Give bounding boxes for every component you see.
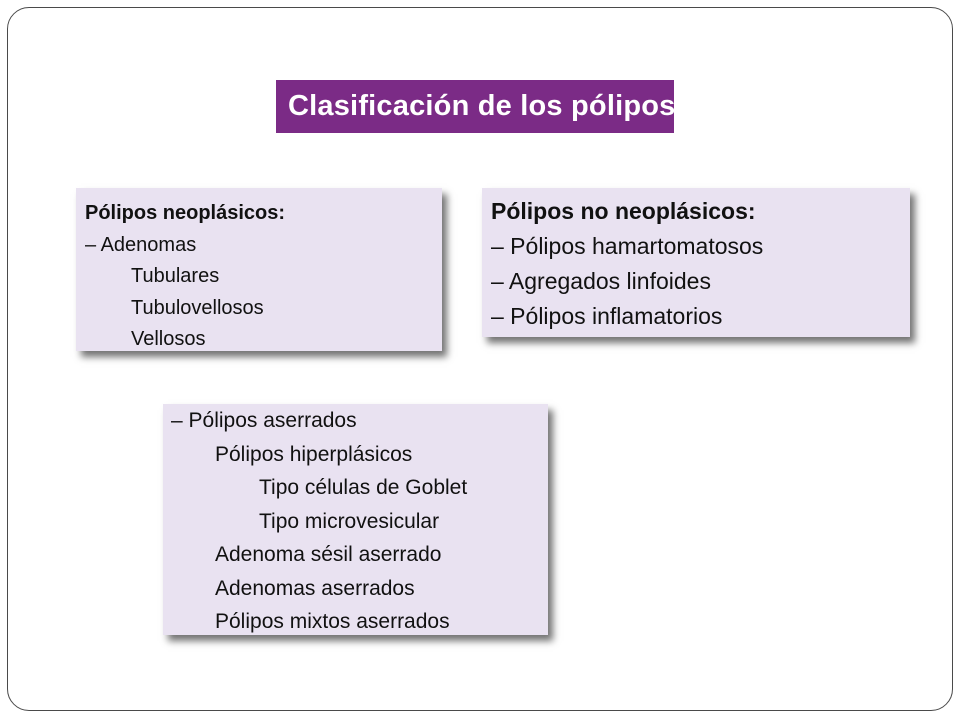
panel-neoplasicos-heading: Pólipos neoplásicos: bbox=[85, 202, 286, 224]
panel-no-neoplasicos bbox=[482, 188, 910, 337]
list-item-tipo-goblet: Tipo células de Goblet bbox=[259, 476, 468, 499]
list-item-vellosos: Vellosos bbox=[131, 328, 206, 350]
list-item-tubulovellosos: Tubulovellosos bbox=[131, 296, 264, 319]
list-item-hiperplasicos: Pólipos hiperplásicos bbox=[215, 442, 413, 466]
list-item-adenoma-sesil: Adenoma sésil aserrado bbox=[215, 543, 442, 566]
slide-title: Clasificación de los pólipos bbox=[276, 80, 674, 133]
list-item-adenomas-aserrados: Adenomas aserrados bbox=[215, 576, 415, 600]
list-item-polipos-aserrados: – Pólipos aserrados bbox=[171, 409, 357, 432]
list-item-inflamatorios: – Pólipos inflamatorios bbox=[491, 303, 723, 329]
list-item-tipo-microvesicular: Tipo microvesicular bbox=[259, 509, 440, 533]
panel-no-neoplasicos-heading: Pólipos no neoplásicos: bbox=[491, 198, 756, 224]
list-item-agregados-linfoides: – Agregados linfoides bbox=[491, 268, 711, 294]
list-item-mixtos-aserrados: Pólipos mixtos aserrados bbox=[215, 610, 450, 633]
panel-aserrados bbox=[163, 404, 548, 635]
list-item-adenomas: – Adenomas bbox=[85, 233, 197, 256]
list-item-tubulares: Tubulares bbox=[131, 265, 220, 287]
list-item-hamartomatosos: – Pólipos hamartomatosos bbox=[491, 233, 764, 259]
panel-neoplasicos bbox=[76, 188, 442, 351]
